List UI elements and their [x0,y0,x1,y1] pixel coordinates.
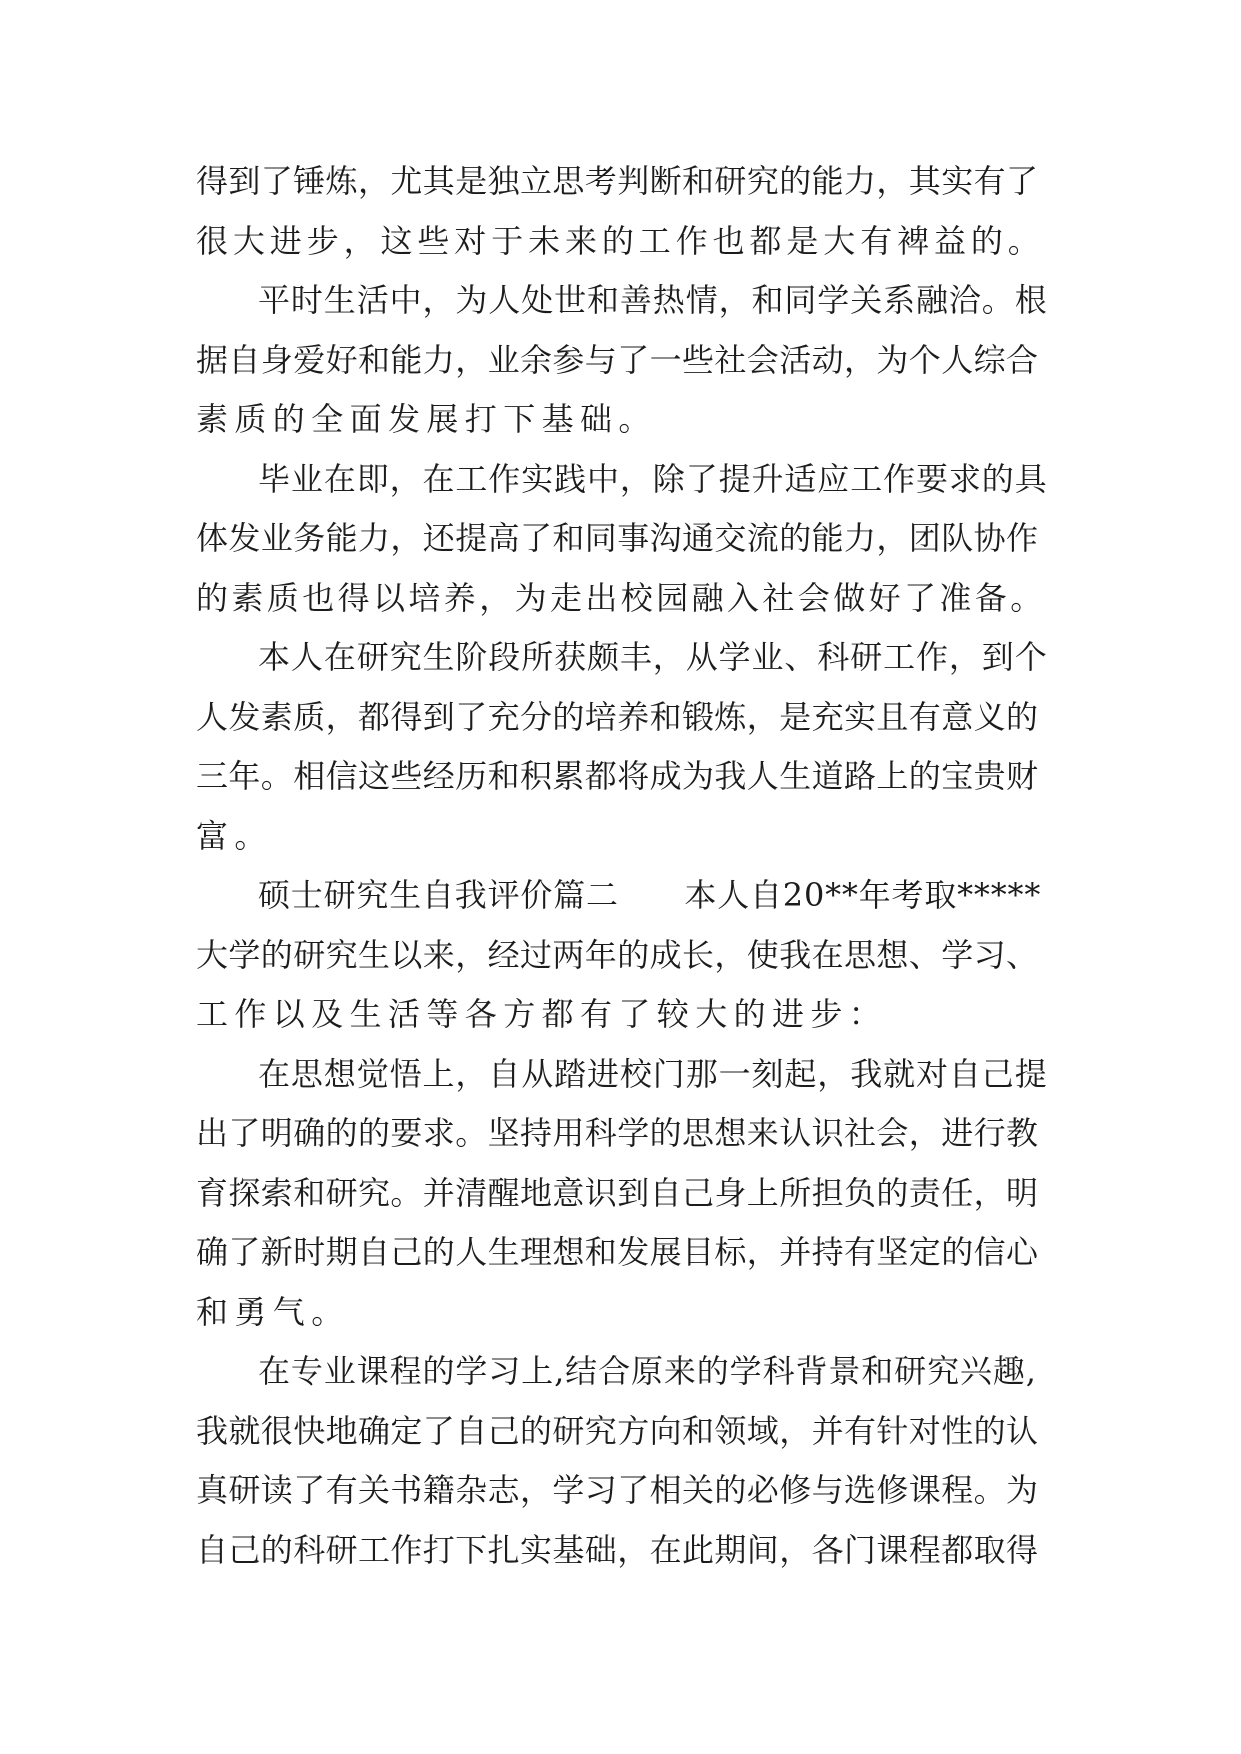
text-line: 人发素质，都得到了充分的培养和锻炼，是充实且有意义的 [196,697,1039,736]
text-line: 三年。相信这些经历和积累都将成为我人生道路上的宝贵财 [196,757,1039,795]
text-line: 在专业课程的学习上,结合原来的学科背景和研究兴趣, [258,1352,1037,1390]
text-line: 据自身爱好和能力，业余参与了一些社会活动，为个人综合 [196,340,1039,379]
text-line: 大学的研究生以来，经过两年的成长，使我在思想、学习、 [196,935,1039,974]
text-line: 毕业在即，在工作实践中，除了提升适应工作要求的具 [258,459,1048,498]
text-line: 本人在研究生阶段所获颇丰，从学业、科研工作，到个 [258,638,1048,676]
text-line: 体发业务能力，还提高了和同事沟通交流的能力，团队协作 [196,519,1039,557]
paragraph [196,152,1048,271]
paragraph [196,628,1048,866]
text-line: 的素质也得以培养，为走出校园融入社会做好了准备。 [196,578,1046,617]
text-line: 自己的科研工作打下扎实基础，在此期间，各门课程都取得 [196,1530,1039,1569]
text-line: 平时生活中，为人处世和善热情，和同学关系融洽。根 [258,281,1048,319]
paragraph [196,866,1048,1045]
text-line: 工作以及生活等各方都有了较大的进步： [196,995,888,1033]
text-line: 和勇气。 [196,1292,350,1331]
paragraph [196,1045,1048,1343]
text-line: 硕士研究生自我评价篇二 本人自20**年考取***** [258,876,1042,914]
text-line: 得到了锤炼，尤其是独立思考判断和研究的能力，其实有了 [196,162,1039,200]
body-text [196,152,1048,1580]
text-line: 富。 [196,816,273,855]
text-line: 育探索和研究。并清醒地意识到自己身上所担负的责任，明 [196,1173,1039,1212]
text-line: 很大进步，这些对于未来的工作也都是大有裨益的。 [196,221,1045,260]
paragraph [196,450,1048,629]
text-line: 我就很快地确定了自己的研究方向和领域，并有针对性的认 [196,1411,1039,1450]
text-line: 在思想觉悟上，自从踏进校门那一刻起，我就对自己提 [258,1054,1048,1093]
text-line: 出了明确的的要求。坚持用科学的思想来认识社会，进行教 [196,1114,1039,1152]
text-line: 确了新时期自己的人生理想和发展目标，并持有坚定的信心 [196,1233,1039,1271]
paragraph [196,1342,1048,1580]
text-line: 真研读了有关书籍杂志，学习了相关的必修与选修课程。为 [196,1471,1039,1509]
text-line: 素质的全面发展打下基础。 [196,400,657,438]
paragraph [196,271,1048,450]
